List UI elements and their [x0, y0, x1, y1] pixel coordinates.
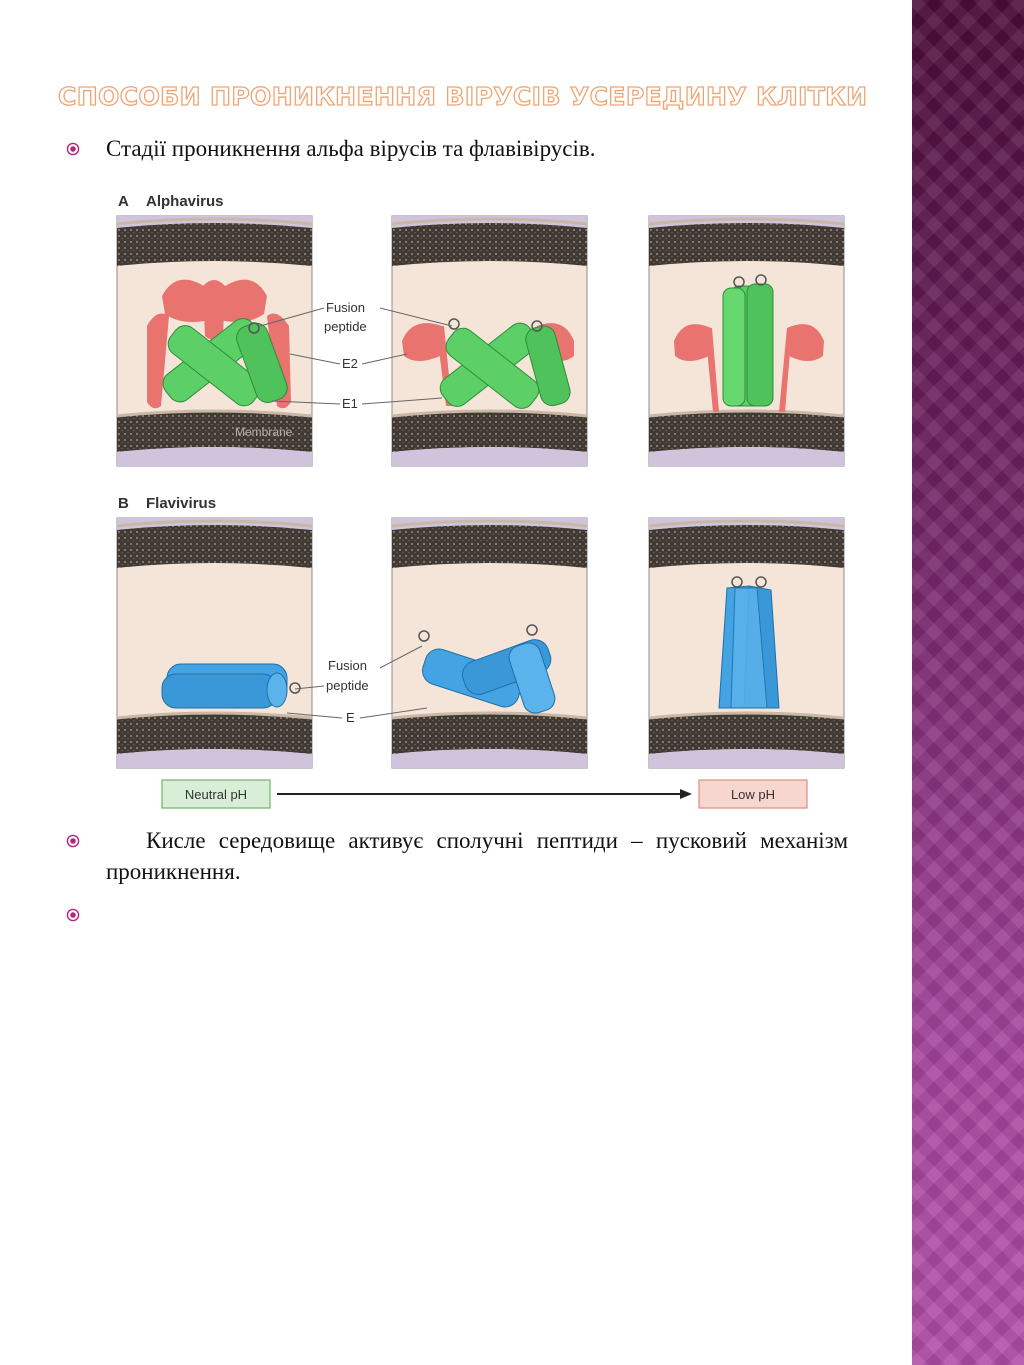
e2-label: E2: [342, 356, 358, 371]
fusion-peptide-label-a-line1: Fusion: [326, 300, 366, 315]
flavivirus-stage-2: [392, 518, 587, 768]
panel-a-letter: A: [118, 193, 129, 210]
alphavirus-stage-1: [117, 216, 312, 466]
e-label: E: [346, 710, 355, 725]
membrane-label: Membrane: [235, 425, 293, 439]
slide-title: СПОСОБИ ПРОНИКНЕННЯ ВІРУСІВ УСЕРЕДИНУ КЛІТКИ: [58, 82, 868, 111]
fusion-peptide-label-a-line2: peptide: [324, 319, 367, 334]
alphavirus-stage-3: [649, 216, 844, 466]
panel-b-letter: B: [118, 495, 129, 512]
bullet-icon: [66, 834, 80, 848]
bullet-text-1: Стадії проникнення альфа вірусів та флавівірусів.: [106, 136, 596, 161]
bullet-icon: [66, 908, 80, 922]
e1-label: E1: [342, 396, 358, 411]
decorative-side-panel: [912, 0, 1024, 1365]
flavivirus-stage-3: [649, 518, 844, 768]
flavivirus-stage-1: [117, 518, 312, 768]
bullet-icon: [66, 142, 80, 156]
virus-fusion-figure: [112, 186, 856, 826]
alphavirus-stage-2: [392, 216, 587, 466]
panel-b-name: Flavivirus: [146, 495, 217, 512]
panel-a-name: Alphavirus: [146, 193, 224, 210]
low-ph-label: Low pH: [730, 787, 776, 802]
fusion-peptide-label-b-line1: Fusion: [328, 658, 368, 673]
fusion-peptide-label-b-line2: peptide: [326, 678, 369, 693]
neutral-ph-label: Neutral pH: [184, 787, 248, 802]
bullet-text-2: Кисле середовище активує сполучні пептиди – пусковий механізм проникнення.: [106, 828, 848, 884]
